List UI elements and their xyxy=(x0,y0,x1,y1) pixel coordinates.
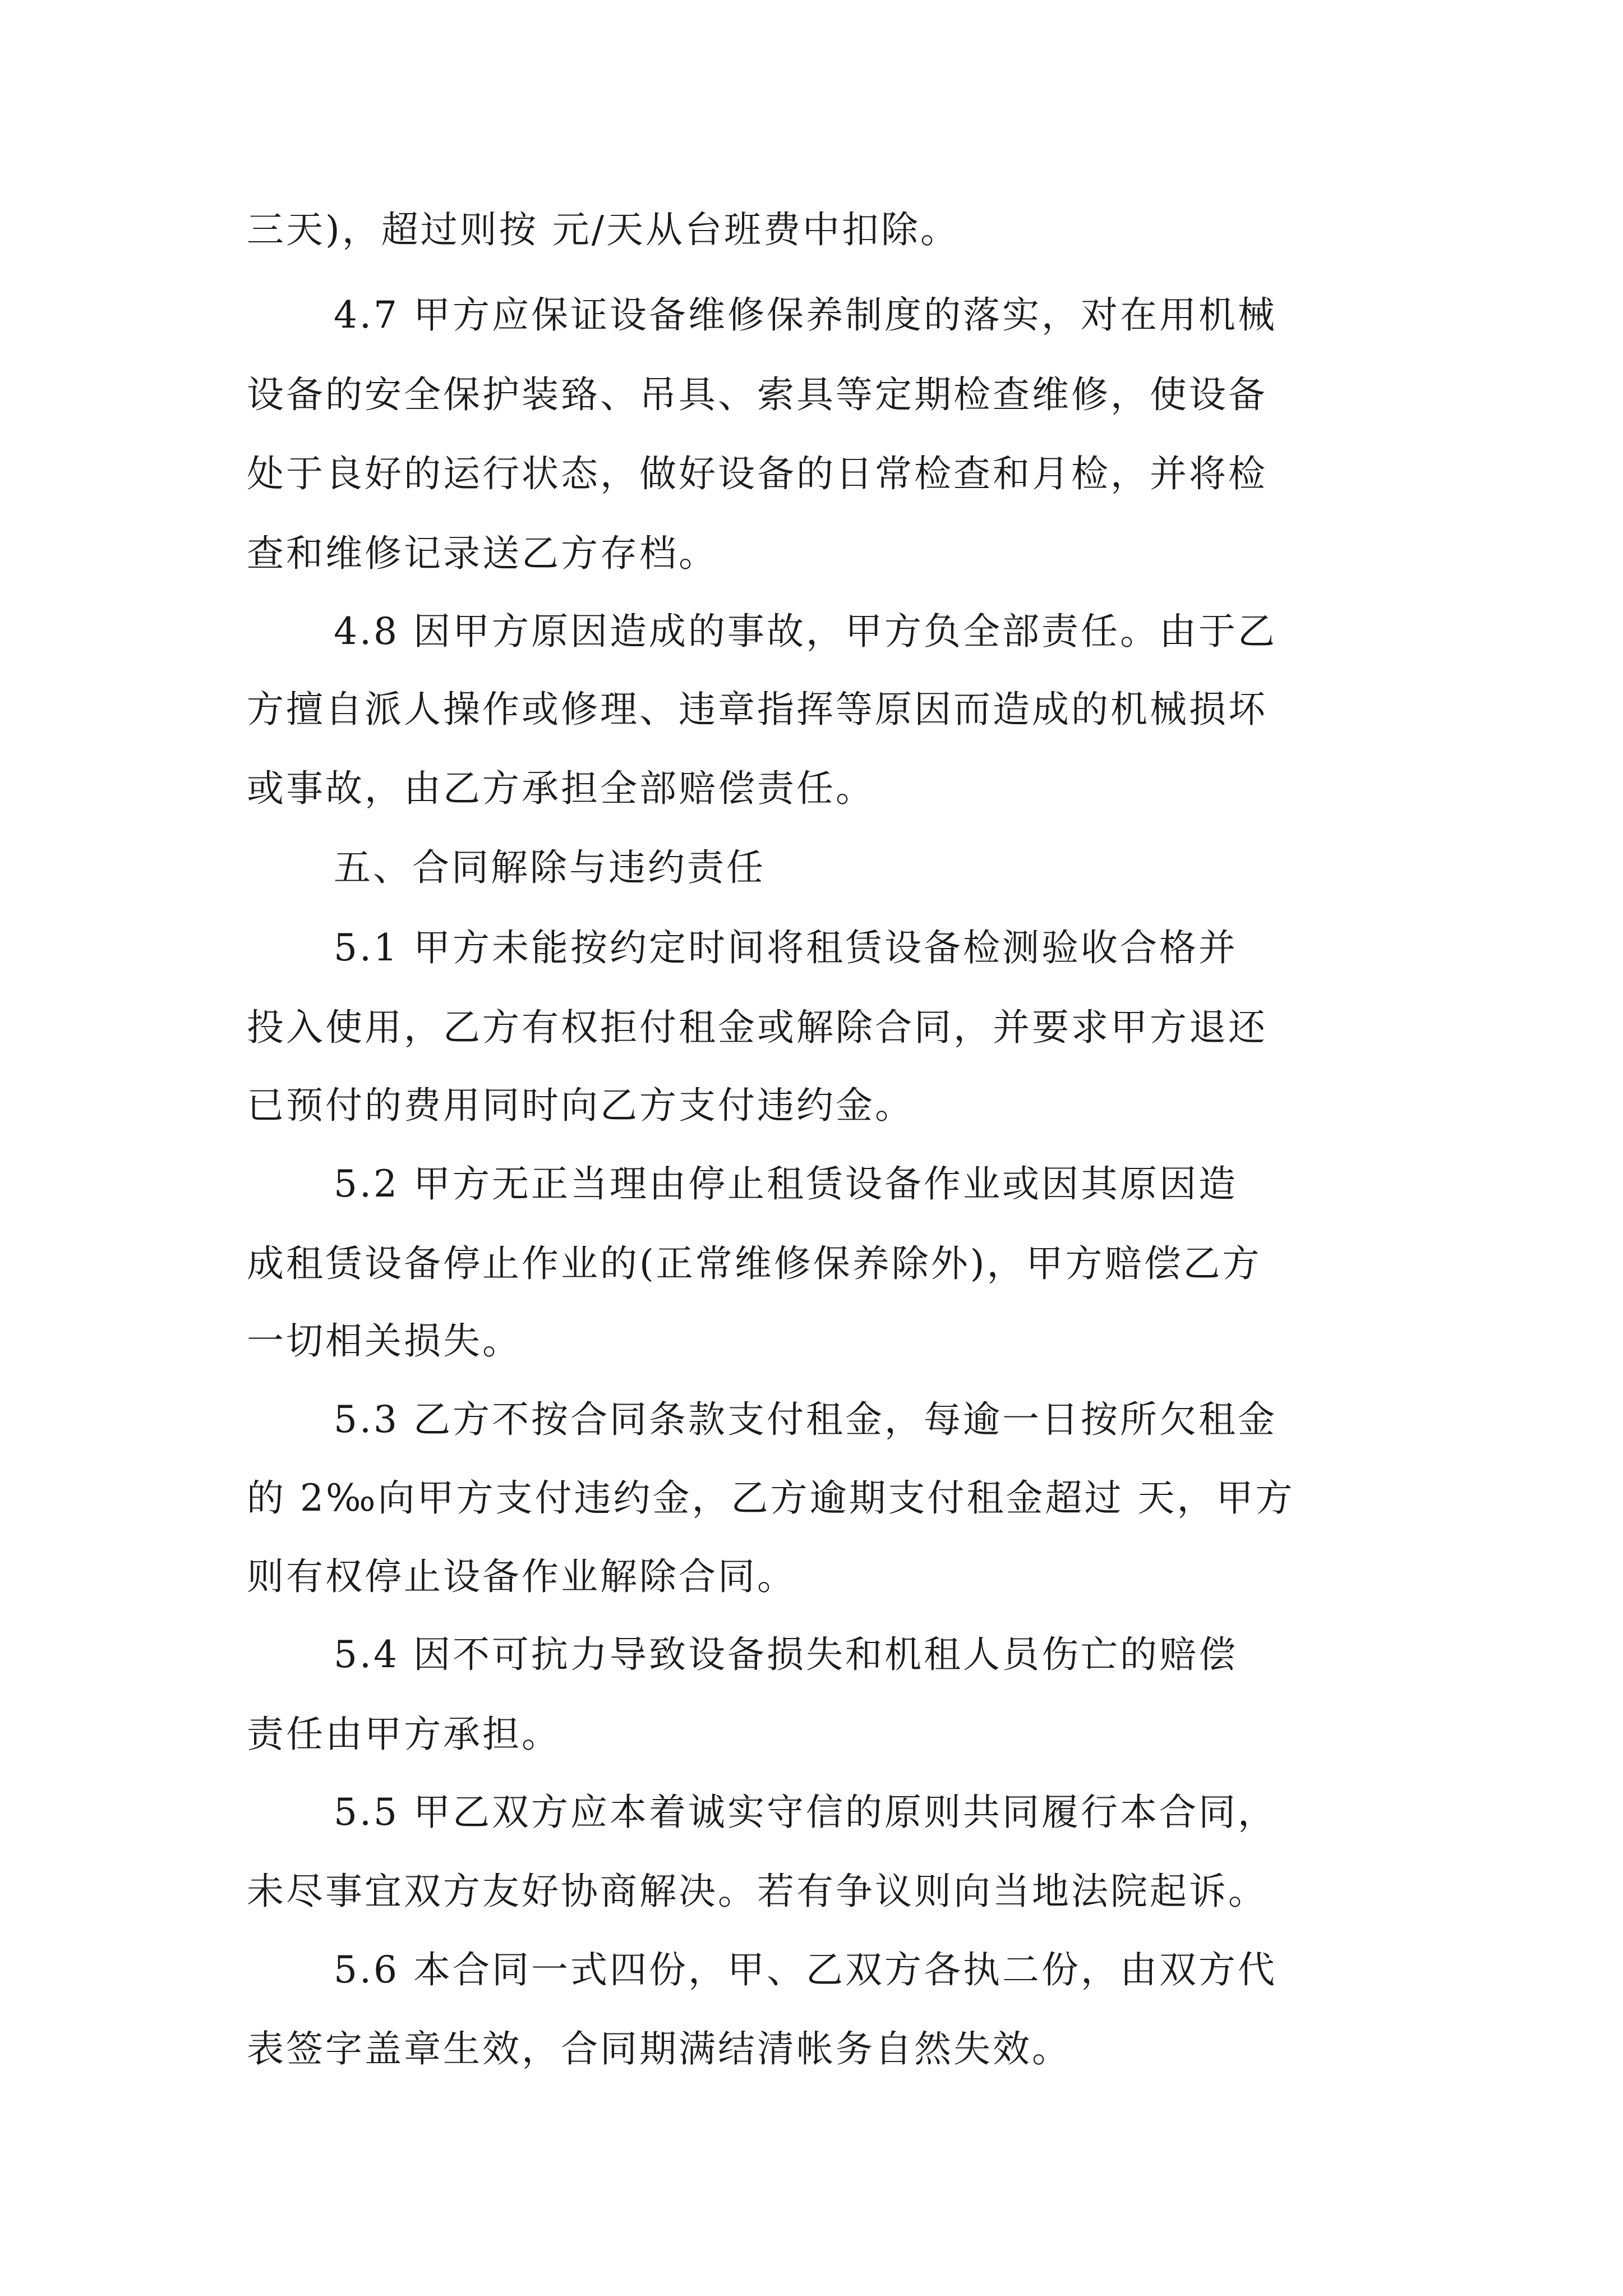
clause-5-2-line: 5.2 甲方无正当理由停止租赁设备作业或因其原因造 xyxy=(334,1162,1238,1205)
text-line: 投入使用，乙方有权拒付租金或解除合同，并要求甲方退还 xyxy=(247,1006,1267,1049)
text-line: 一切相关损失。 xyxy=(247,1319,522,1363)
text-line: 处于良好的运行状态，做好设备的日常检查和月检，并将检 xyxy=(247,452,1267,495)
text-line: 或事故，由乙方承担全部赔偿责任。 xyxy=(247,767,875,810)
clause-5-1-line: 5.1 甲方未能按约定时间将租赁设备检测验收合格并 xyxy=(334,926,1238,969)
text-line: 责任由甲方承担。 xyxy=(247,1713,561,1756)
clause-5-3-line: 5.3 乙方不按合同条款支付租金，每逾一日按所欠租金 xyxy=(334,1398,1277,1441)
text-line: 三天)，超过则按 元/天从台班费中扣除。 xyxy=(247,208,960,251)
clause-4-8-line: 4.8 因甲方原因造成的事故，甲方负全部责任。由于乙 xyxy=(334,610,1277,653)
text-line: 设备的安全保护装臵、吊具、索具等定期检查维修，使设备 xyxy=(247,373,1267,416)
text-line: 成租赁设备停止作业的(正常维修保养除外)，甲方赔偿乙方 xyxy=(247,1242,1262,1285)
text-line: 未尽事宜双方友好协商解决。若有争议则向当地法院起诉。 xyxy=(247,1870,1267,1913)
clause-5-6-line: 5.6 本合同一式四份，甲、乙双方各执二份，由双方代 xyxy=(334,1948,1277,1991)
text-line: 已预付的费用同时向乙方支付违约金。 xyxy=(247,1084,914,1127)
clause-5-4-line: 5.4 因不可抗力导致设备损失和机租人员伤亡的赔偿 xyxy=(334,1633,1238,1676)
text-line: 则有权停止设备作业解除合同。 xyxy=(247,1555,796,1598)
section-heading: 五、合同解除与违约责任 xyxy=(334,846,766,889)
text-line: 的 2‰向甲方支付违约金，乙方逾期支付租金超过 天，甲方 xyxy=(247,1476,1295,1520)
text-line: 方擅自派人操作或修理、违章指挥等原因而造成的机械损坏 xyxy=(247,688,1267,731)
text-line: 查和维修记录送乙方存档。 xyxy=(247,532,718,575)
text-line: 表签字盖章生效，合同期满结清帐务自然失效。 xyxy=(247,2027,1071,2070)
clause-5-5-line: 5.5 甲乙双方应本着诚实守信的原则共同履行本合同， xyxy=(334,1791,1277,1834)
clause-4-7-line: 4.7 甲方应保证设备维修保养制度的落实，对在用机械 xyxy=(334,293,1277,337)
